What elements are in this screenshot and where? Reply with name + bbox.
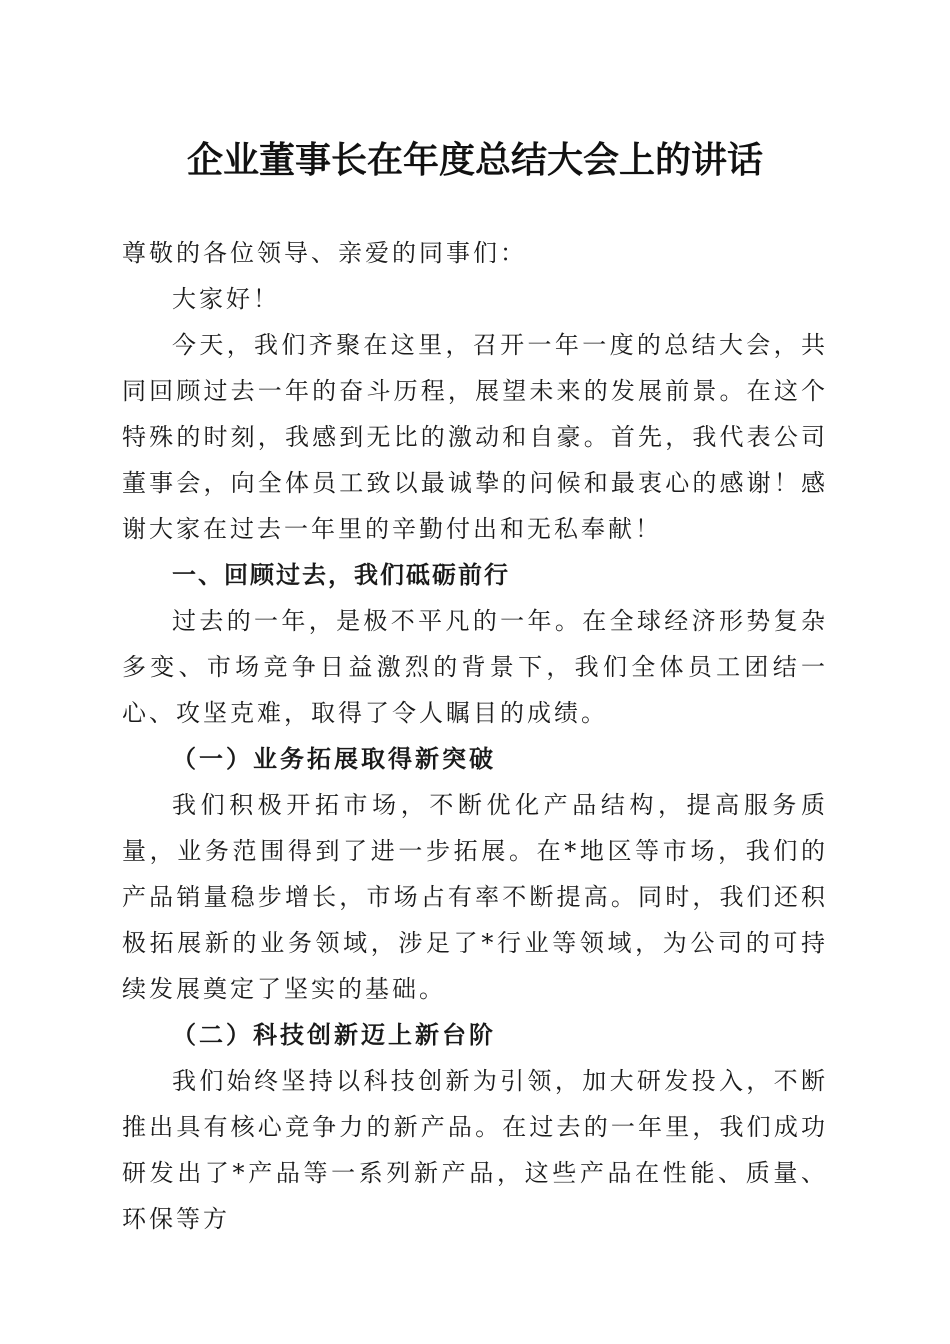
document-title: 企业董事长在年度总结大会上的讲话	[186, 139, 763, 181]
greeting: 大家好！	[172, 285, 280, 313]
intro-paragraph: 今天，我们齐聚在这里，召开一年一度的总结大会，共同回顾过去一年的奋斗历程，展望未来的发展前景。在这个特殊的时刻，我感到无比的激动和自豪。首先，我代表公司董事会，向全体员工致以最诚挚的问候和最衷心的感谢！感谢大家在过去一年里的辛勤付出和无私奉献！	[122, 331, 828, 543]
section-paragraph: 过去的一年，是极不平凡的一年。在全球经济形势复杂多变、市场竞争日益激烈的背景下，我们全体员工团结一心、攻坚克难，取得了令人瞩目的成绩。	[122, 607, 828, 727]
section-heading: 一、回顾过去，我们砥砺前行	[172, 561, 510, 589]
subsection-paragraph-2: 我们始终坚持以科技创新为引领，加大研发投入，不断推出具有核心竞争力的新产品。在过去的一年里，我们成功研发出了*产品等一系列新产品，这些产品在性能、质量、环保等方	[122, 1067, 828, 1233]
document-body	[122, 230, 828, 1242]
subsection-heading-2: （二）科技创新迈上新台阶	[172, 1020, 496, 1049]
subsection-paragraph-1: 我们积极开拓市场，不断优化产品结构，提高服务质量，业务范围得到了进一步拓展。在*地区等市场，我们的产品销量稳步增长，市场占有率不断提高。同时，我们还积极拓展新的业务领域，涉足了*行业等领域，为公司的可持续发展奠定了坚实的基础。	[122, 791, 828, 1003]
subsection-heading-1: （一）业务拓展取得新突破	[172, 744, 496, 773]
salutation: 尊敬的各位领导、亲爱的同事们：	[122, 239, 527, 267]
